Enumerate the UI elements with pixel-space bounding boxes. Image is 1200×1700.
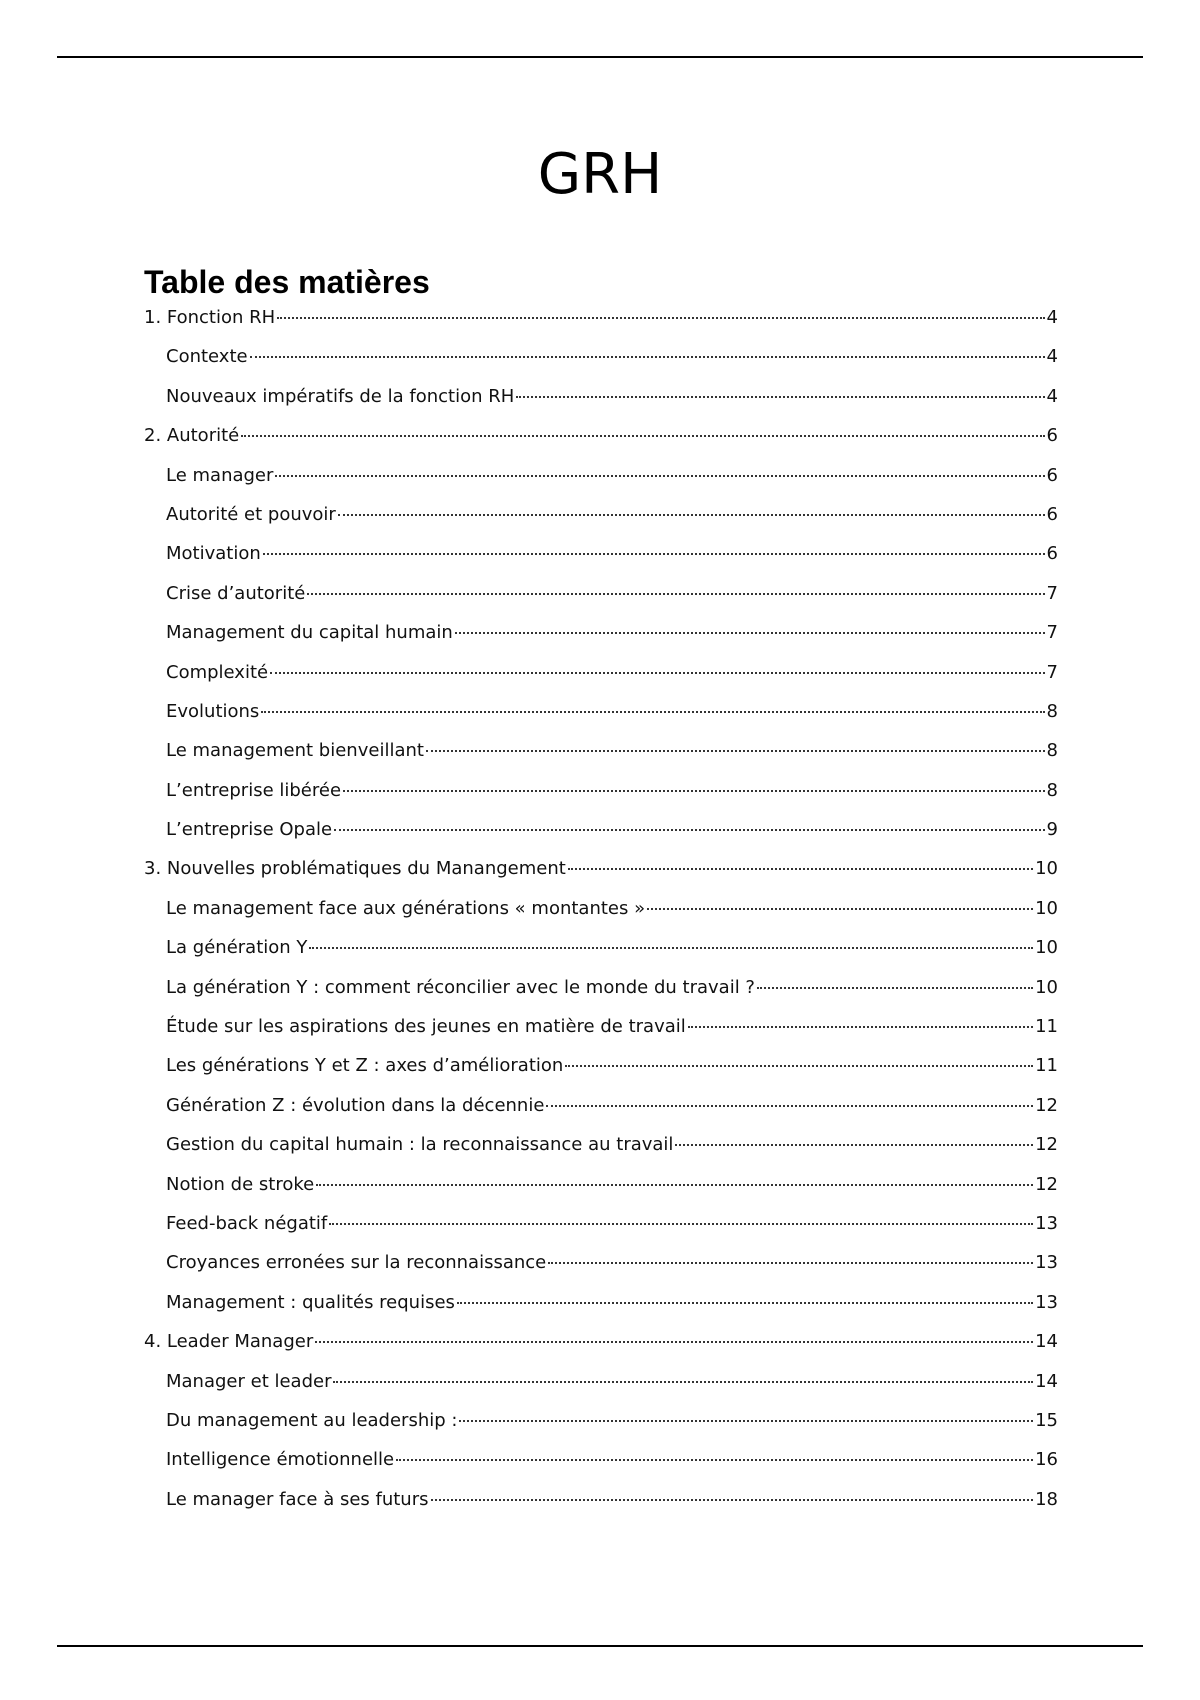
toc-subsection-entry[interactable] <box>144 386 1058 425</box>
toc-page-number: 8 <box>1046 700 1058 722</box>
toc-entry-label: Complexité <box>166 661 269 683</box>
toc-dot-leader <box>455 632 1045 634</box>
toc-entry-label: Gestion du capital humain : la reconnaissance au travail <box>166 1134 674 1156</box>
toc-dot-leader <box>333 1381 1033 1383</box>
toc-entry-label: La génération Y <box>166 937 308 959</box>
toc-page-number: 10 <box>1035 858 1058 880</box>
toc-dot-leader <box>334 829 1044 831</box>
toc-dot-leader <box>426 750 1045 752</box>
toc-dot-leader <box>647 908 1033 910</box>
toc-page-number: 12 <box>1035 1134 1058 1156</box>
toc-subsection-entry[interactable] <box>144 780 1058 819</box>
header-rule <box>57 56 1143 58</box>
toc-entry-label: Le management face aux générations « montantes » <box>166 897 646 919</box>
toc-entry-label: Le management bienveillant <box>166 740 424 762</box>
toc-dot-leader <box>516 396 1044 398</box>
toc-subsection-entry[interactable] <box>144 346 1058 385</box>
toc-page-number: 11 <box>1035 1016 1058 1038</box>
toc-dot-leader <box>431 1499 1034 1501</box>
toc-dot-leader <box>568 868 1033 870</box>
toc-subsection-entry[interactable] <box>144 1489 1058 1528</box>
toc-page-number: 12 <box>1035 1094 1058 1116</box>
toc-entry-label: Intelligence émotionnelle <box>166 1449 395 1471</box>
toc-dot-leader <box>316 1184 1033 1186</box>
toc-page-number: 13 <box>1035 1212 1058 1234</box>
toc-section-entry[interactable] <box>144 858 1058 897</box>
toc-page-number: 6 <box>1046 543 1058 565</box>
toc-entry-label: Nouveaux impératifs de la fonction RH <box>166 385 515 407</box>
toc-dot-leader <box>277 317 1044 319</box>
toc-dot-leader <box>343 790 1045 792</box>
toc-dot-leader <box>396 1459 1033 1461</box>
toc-subsection-entry[interactable] <box>144 1095 1058 1134</box>
toc-page-number: 14 <box>1035 1331 1058 1353</box>
toc-entry-label: Étude sur les aspirations des jeunes en matière de travail <box>166 1016 686 1038</box>
toc-page-number: 4 <box>1046 346 1058 368</box>
toc-entry-label: L’entreprise libérée <box>166 779 342 801</box>
footer-rule <box>57 1645 1143 1647</box>
toc-page-number: 12 <box>1035 1173 1058 1195</box>
toc-subsection-entry[interactable] <box>144 662 1058 701</box>
toc-dot-leader <box>263 553 1045 555</box>
toc-page-number: 6 <box>1046 425 1058 447</box>
toc-dot-leader <box>315 1341 1033 1343</box>
toc-page-number: 8 <box>1046 779 1058 801</box>
toc-subsection-entry[interactable] <box>144 1410 1058 1449</box>
toc-page-number: 4 <box>1046 385 1058 407</box>
toc-page-number: 6 <box>1046 503 1058 525</box>
toc-page-number: 7 <box>1046 661 1058 683</box>
toc-subsection-entry[interactable] <box>144 819 1058 858</box>
toc-dot-leader <box>675 1144 1033 1146</box>
toc-dot-leader <box>250 356 1045 358</box>
toc-subsection-entry[interactable] <box>144 740 1058 779</box>
toc-page-number: 10 <box>1035 976 1058 998</box>
toc-entry-label: Feed-back négatif <box>166 1212 328 1234</box>
toc-subsection-entry[interactable] <box>144 1292 1058 1331</box>
toc-page-number: 15 <box>1035 1409 1058 1431</box>
toc-page-number: 9 <box>1046 819 1058 841</box>
toc-page-number: 11 <box>1035 1055 1058 1077</box>
toc-subsection-entry[interactable] <box>144 622 1058 661</box>
toc-entry-label: Les générations Y et Z : axes d’amélioration <box>166 1055 564 1077</box>
toc-dot-leader <box>459 1420 1033 1422</box>
toc-dot-leader <box>307 593 1044 595</box>
toc-page-number: 13 <box>1035 1252 1058 1274</box>
toc-entry-label: Du management au leadership : <box>166 1409 458 1431</box>
toc-dot-leader <box>261 711 1044 713</box>
toc-section-entry[interactable] <box>144 307 1058 346</box>
toc-subsection-entry[interactable] <box>144 583 1058 622</box>
toc-page-number: 13 <box>1035 1291 1058 1313</box>
toc-subsection-entry[interactable] <box>144 1055 1058 1094</box>
toc-entry-label: Contexte <box>166 346 248 368</box>
toc-subsection-entry[interactable] <box>144 1449 1058 1488</box>
toc-dot-leader <box>457 1302 1033 1304</box>
toc-entry-label: Management : qualités requises <box>166 1291 455 1313</box>
toc-entry-label: La génération Y : comment réconcilier avec le monde du travail ? <box>166 976 755 998</box>
toc-page-number: 18 <box>1035 1488 1058 1510</box>
toc-subsection-entry[interactable] <box>144 937 1058 976</box>
toc-subsection-entry[interactable] <box>144 504 1058 543</box>
toc-entry-label: Manager et leader <box>166 1370 332 1392</box>
toc-dot-leader <box>546 1105 1033 1107</box>
toc-dot-leader <box>275 475 1044 477</box>
toc-page-number: 6 <box>1046 464 1058 486</box>
toc-page-number: 8 <box>1046 740 1058 762</box>
toc-subsection-entry[interactable] <box>144 465 1058 504</box>
toc-entry-label: Croyances erronées sur la reconnaissance <box>166 1252 547 1274</box>
toc-dot-leader <box>757 987 1033 989</box>
document-title: GRH <box>537 142 663 207</box>
toc-entry-label: 3. Nouvelles problématiques du Manangement <box>144 858 566 880</box>
toc-dot-leader <box>241 435 1044 437</box>
toc-page-number: 7 <box>1046 622 1058 644</box>
toc-page-number: 4 <box>1046 307 1058 328</box>
toc-entry-label: Motivation <box>166 543 261 565</box>
toc-entry-label: Notion de stroke <box>166 1173 315 1195</box>
toc-entry-label: Génération Z : évolution dans la décennie <box>166 1094 545 1116</box>
toc-dot-leader <box>270 672 1044 674</box>
toc-subsection-entry[interactable] <box>144 1213 1058 1252</box>
toc-subsection-entry[interactable] <box>144 543 1058 582</box>
toc-page-number: 10 <box>1035 937 1058 959</box>
toc-subsection-entry[interactable] <box>144 701 1058 740</box>
toc-entry-label: 2. Autorité <box>144 425 240 447</box>
toc-entry-label: Le manager <box>166 464 274 486</box>
toc-page-number: 14 <box>1035 1370 1058 1392</box>
toc-dot-leader <box>565 1065 1033 1067</box>
toc-dot-leader <box>329 1223 1033 1225</box>
toc-subsection-entry[interactable] <box>144 977 1058 1016</box>
toc-entry-label: Autorité et pouvoir <box>166 503 336 525</box>
toc-section-entry[interactable] <box>144 1331 1058 1370</box>
toc-subsection-entry[interactable] <box>144 1174 1058 1213</box>
toc-dot-leader <box>309 947 1033 949</box>
toc-subsection-entry[interactable] <box>144 1252 1058 1291</box>
toc-page-number: 7 <box>1046 582 1058 604</box>
toc-entry-label: Le manager face à ses futurs <box>166 1488 429 1510</box>
toc-subsection-entry[interactable] <box>144 1371 1058 1410</box>
toc-entry-label: 1. Fonction RH <box>144 307 276 328</box>
toc-dot-leader <box>688 1026 1033 1028</box>
toc-subsection-entry[interactable] <box>144 898 1058 937</box>
toc-entry-label: Management du capital humain <box>166 622 453 644</box>
toc-section-entry[interactable] <box>144 425 1058 464</box>
toc-page-number: 10 <box>1035 897 1058 919</box>
toc-dot-leader <box>548 1262 1033 1264</box>
toc-entry-label: Evolutions <box>166 700 260 722</box>
toc-entry-label: 4. Leader Manager <box>144 1331 314 1353</box>
toc-subsection-entry[interactable] <box>144 1016 1058 1055</box>
toc-subsection-entry[interactable] <box>144 1134 1058 1173</box>
toc-dot-leader <box>338 514 1045 516</box>
table-of-contents <box>144 307 1058 1528</box>
toc-page-number: 16 <box>1035 1449 1058 1471</box>
toc-entry-label: L’entreprise Opale <box>166 819 333 841</box>
toc-heading: Table des matières <box>144 264 430 300</box>
toc-entry-label: Crise d’autorité <box>166 582 306 604</box>
